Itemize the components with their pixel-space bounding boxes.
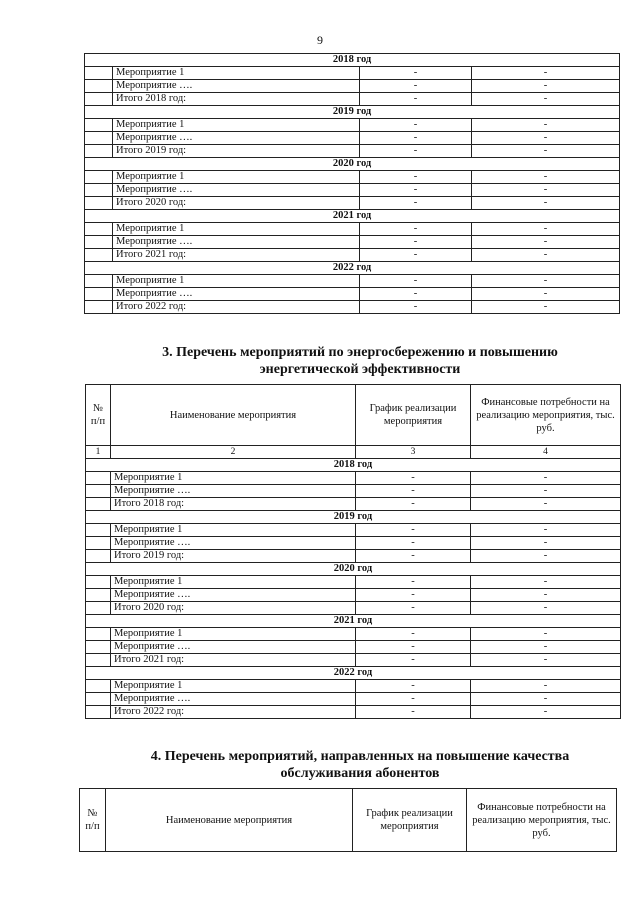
year-label: 2021 год [85,210,620,223]
finance-value: - [471,654,621,667]
finance-value: - [471,524,621,537]
year-row [86,615,621,628]
row-number [86,550,111,563]
row-number [85,67,113,80]
schedule-value: - [356,576,471,589]
event-row [85,184,620,197]
row-number [86,485,111,498]
year-row [85,106,620,119]
total-label: Итого 2021 год: [113,249,360,262]
event-name: Мероприятие 1 [113,119,360,132]
col-header-schedule: График реализации мероприятия [356,385,471,446]
total-label: Итого 2020 год: [113,197,360,210]
event-row [85,236,620,249]
row-number [85,145,113,158]
total-label: Итого 2021 год: [111,654,356,667]
row-number [86,589,111,602]
year-total-row [85,93,620,106]
event-name: Мероприятие …. [113,132,360,145]
finance-value: - [471,641,621,654]
year-row [86,511,621,524]
event-row [85,171,620,184]
year-label: 2018 год [86,459,621,472]
col-header-finance: Финансовые потребности на реализацию мероприятия, тыс. руб. [467,789,617,852]
schedule-value: - [360,80,472,93]
col-header-num: № п/п [86,385,111,446]
energy-saving-events-table [85,384,621,719]
finance-value: - [472,119,620,132]
year-label: 2022 год [85,262,620,275]
event-row [85,132,620,145]
total-label: Итого 2018 год: [111,498,356,511]
year-label: 2018 год [85,54,620,67]
event-name: Мероприятие …. [111,537,356,550]
year-label: 2020 год [86,563,621,576]
event-name: Мероприятие 1 [113,171,360,184]
schedule-value: - [356,550,471,563]
event-name: Мероприятие …. [113,80,360,93]
year-label: 2022 год [86,667,621,680]
table-header-row [80,789,617,852]
finance-value: - [471,706,621,719]
row-number [86,628,111,641]
total-label: Итого 2020 год: [111,602,356,615]
event-row [86,680,621,693]
row-number [86,472,111,485]
col-number-3: 3 [356,446,471,459]
schedule-value: - [356,524,471,537]
event-name: Мероприятие …. [111,589,356,602]
schedule-value: - [360,93,472,106]
finance-value: - [472,93,620,106]
row-number [85,249,113,262]
finance-value: - [472,288,620,301]
year-label: 2021 год [86,615,621,628]
schedule-value: - [356,537,471,550]
year-row [86,459,621,472]
finance-value: - [472,145,620,158]
event-row [85,275,620,288]
section-3-heading [80,344,640,378]
total-label: Итого 2022 год: [113,301,360,314]
finance-value: - [471,602,621,615]
schedule-value: - [360,184,472,197]
event-row [86,537,621,550]
row-number [86,680,111,693]
event-name: Мероприятие …. [111,693,356,706]
row-number [86,576,111,589]
section-4-heading [80,748,640,782]
row-number [85,236,113,249]
schedule-value: - [360,275,472,288]
finance-value: - [472,171,620,184]
row-number [85,197,113,210]
finance-value: - [471,693,621,706]
year-total-row [86,654,621,667]
schedule-value: - [356,706,471,719]
schedule-value: - [360,197,472,210]
row-number [85,93,113,106]
row-number [85,275,113,288]
event-row [86,485,621,498]
finance-value: - [471,485,621,498]
schedule-value: - [356,641,471,654]
total-label: Итого 2019 год: [111,550,356,563]
event-name: Мероприятие 1 [111,680,356,693]
schedule-value: - [360,301,472,314]
finance-value: - [472,184,620,197]
schedule-value: - [356,680,471,693]
schedule-value: - [360,119,472,132]
page-number: 9 [317,33,323,47]
event-row [86,576,621,589]
schedule-value: - [356,602,471,615]
year-row [85,158,620,171]
event-name: Мероприятие …. [113,236,360,249]
schedule-value: - [356,693,471,706]
event-name: Мероприятие 1 [113,275,360,288]
event-row [85,119,620,132]
schedule-value: - [356,498,471,511]
row-number [86,654,111,667]
col-number-4: 4 [471,446,621,459]
finance-value: - [472,132,620,145]
event-row [86,628,621,641]
column-number-row [86,446,621,459]
year-label: 2019 год [86,511,621,524]
finance-value: - [471,498,621,511]
year-total-row [86,498,621,511]
col-header-finance: Финансовые потребности на реализацию мероприятия, тыс. руб. [471,385,621,446]
event-row [86,641,621,654]
event-row [86,693,621,706]
year-label: 2019 год [85,106,620,119]
schedule-value: - [356,472,471,485]
row-number [86,602,111,615]
service-quality-events-table [79,788,617,852]
row-number [85,184,113,197]
finance-value: - [472,301,620,314]
year-total-row [85,145,620,158]
event-name: Мероприятие 1 [111,576,356,589]
year-total-row [85,249,620,262]
year-row [85,210,620,223]
event-row [86,524,621,537]
finance-value: - [472,275,620,288]
event-name: Мероприятие …. [111,485,356,498]
finance-value: - [471,550,621,563]
event-name: Мероприятие …. [113,184,360,197]
finance-value: - [471,680,621,693]
finance-value: - [471,472,621,485]
col-number-1: 1 [86,446,111,459]
schedule-value: - [360,249,472,262]
total-label: Итого 2018 год: [113,93,360,106]
event-row [85,67,620,80]
schedule-value: - [356,628,471,641]
col-header-num: № п/п [80,789,106,852]
event-name: Мероприятие 1 [113,223,360,236]
section-4-title-line2: обслуживания абонентов [280,766,440,781]
schedule-value: - [356,654,471,667]
finance-value: - [471,537,621,550]
col-header-name: Наименование мероприятия [106,789,353,852]
schedule-value: - [360,171,472,184]
finance-value: - [472,223,620,236]
year-total-row [86,602,621,615]
event-name: Мероприятие 1 [111,524,356,537]
row-number [86,537,111,550]
schedule-value: - [360,67,472,80]
finance-value: - [472,67,620,80]
section-3-title-line1: 3. Перечень мероприятий по энергосбережению и повышению [162,345,558,360]
finance-value: - [471,628,621,641]
table-header-row [86,385,621,446]
col-number-2: 2 [111,446,356,459]
year-row [86,563,621,576]
finance-value: - [471,576,621,589]
row-number [85,132,113,145]
row-number [86,524,111,537]
year-total-row [86,706,621,719]
year-row [85,262,620,275]
total-label: Итого 2022 год: [111,706,356,719]
schedule-value: - [360,236,472,249]
year-label: 2020 год [85,158,620,171]
schedule-value: - [356,589,471,602]
year-total-row [85,197,620,210]
year-row [85,54,620,67]
schedule-value: - [360,223,472,236]
event-name: Мероприятие 1 [111,628,356,641]
schedule-value: - [360,145,472,158]
event-name: Мероприятие …. [111,641,356,654]
event-row [85,80,620,93]
row-number [85,80,113,93]
event-row [86,589,621,602]
schedule-value: - [360,288,472,301]
event-row [85,288,620,301]
total-label: Итого 2019 год: [113,145,360,158]
col-header-schedule: График реализации мероприятия [353,789,467,852]
year-total-row [85,301,620,314]
section-4-title-line1: 4. Перечень мероприятий, направленных на повышение качества [150,749,570,764]
event-name: Мероприятие …. [113,288,360,301]
section-3-title-line2: энергетической эффективности [259,362,461,377]
schedule-value: - [360,132,472,145]
year-total-row [86,550,621,563]
col-header-name: Наименование мероприятия [111,385,356,446]
row-number [86,641,111,654]
row-number [86,498,111,511]
row-number [86,693,111,706]
row-number [85,301,113,314]
schedule-value: - [356,485,471,498]
events-table-continued [84,53,620,314]
finance-value: - [472,80,620,93]
event-row [86,472,621,485]
finance-value: - [472,236,620,249]
finance-value: - [471,589,621,602]
row-number [85,288,113,301]
row-number [86,706,111,719]
event-row [85,223,620,236]
row-number [85,171,113,184]
row-number [85,119,113,132]
finance-value: - [472,249,620,262]
event-name: Мероприятие 1 [113,67,360,80]
row-number [85,223,113,236]
year-row [86,667,621,680]
event-name: Мероприятие 1 [111,472,356,485]
finance-value: - [472,197,620,210]
